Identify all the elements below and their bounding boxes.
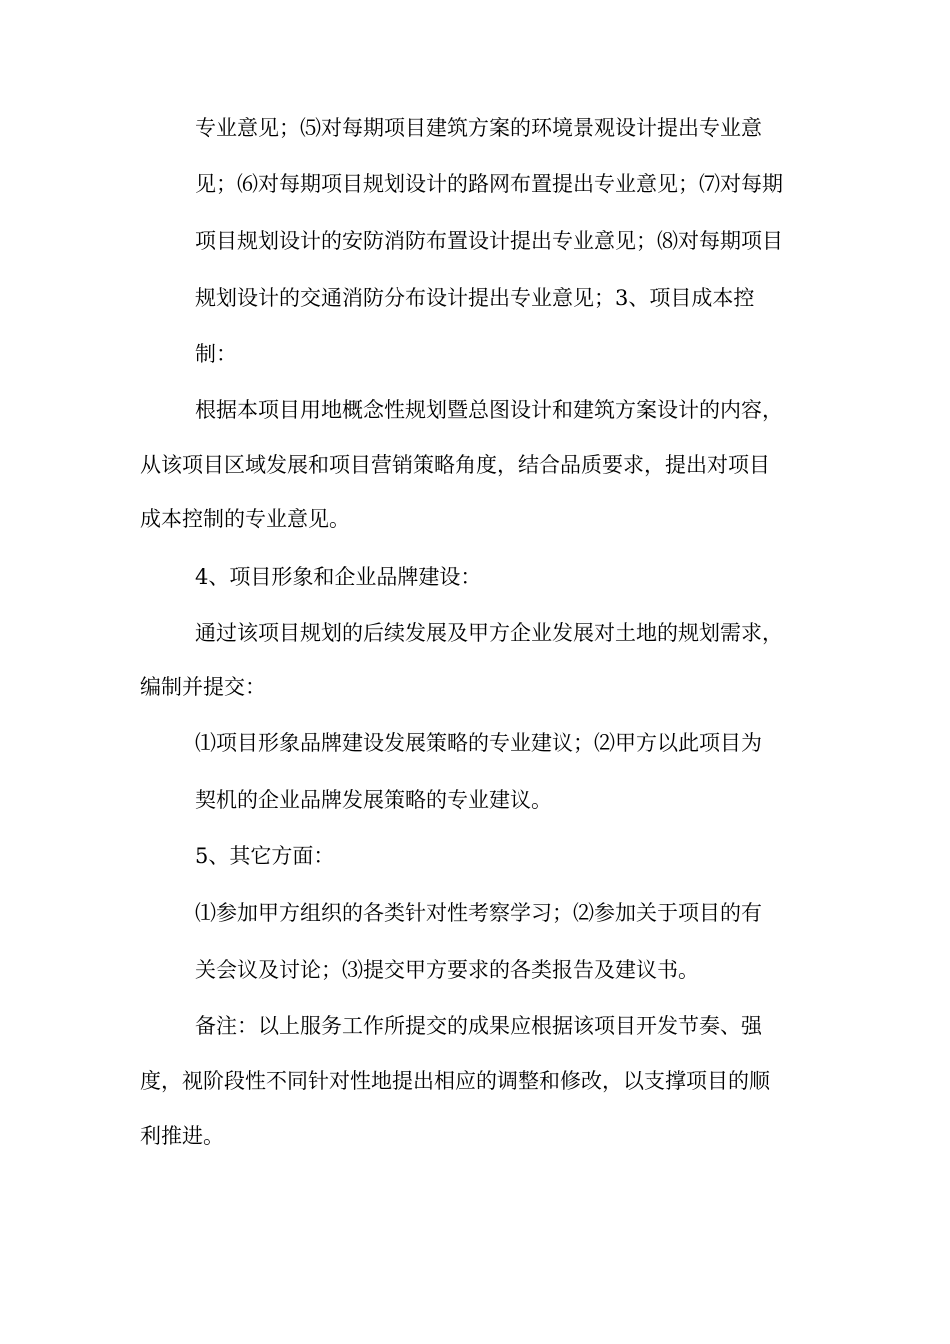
text-line-6: 根据本项目用地概念性规划暨总图设计和建筑方案设计的内容， [195,398,783,422]
text-line-7: 从该项目区域发展和项目营销策略角度，结合品质要求，提出对项目 [140,453,770,477]
text-line-12: ⑴项目形象品牌建设发展策略的专业建议；⑵甲方以此项目为 [195,731,762,755]
text-line-11: 编制并提交： [140,675,266,699]
text-line-2: 见；⑹对每期项目规划设计的路网布置提出专业意见；⑺对每期 [195,172,783,196]
section-heading-5: 5、其它方面： [195,844,335,868]
section-heading-4: 4、项目形象和企业品牌建设： [195,565,482,589]
text-line-1: 专业意见；⑸对每期项目建筑方案的环境景观设计提出专业意 [195,116,762,140]
text-line-15: ⑴参加甲方组织的各类针对性考察学习；⑵参加关于项目的有 [195,901,762,925]
text-line-10: 通过该项目规划的后续发展及甲方企业发展对土地的规划需求， [195,621,783,645]
text-line-13: 契机的企业品牌发展策略的专业建议。 [195,788,552,812]
text-line-17: 备注：以上服务工作所提交的成果应根据该项目开发节奏、强 [195,1014,762,1038]
text-line-5: 制： [195,342,237,366]
text-line-18: 度，视阶段性不同针对性地提出相应的调整和修改，以支撑项目的顺 [140,1069,770,1093]
text-line-19: 利推进。 [140,1124,224,1148]
text-line-4: 规划设计的交通消防分布设计提出专业意见；3、项目成本控 [195,286,755,310]
text-line-3: 项目规划设计的安防消防布置设计提出专业意见；⑻对每期项目 [195,229,783,253]
text-line-8: 成本控制的专业意见。 [140,507,350,531]
text-line-16: 关会议及讨论；⑶提交甲方要求的各类报告及建议书。 [195,958,699,982]
